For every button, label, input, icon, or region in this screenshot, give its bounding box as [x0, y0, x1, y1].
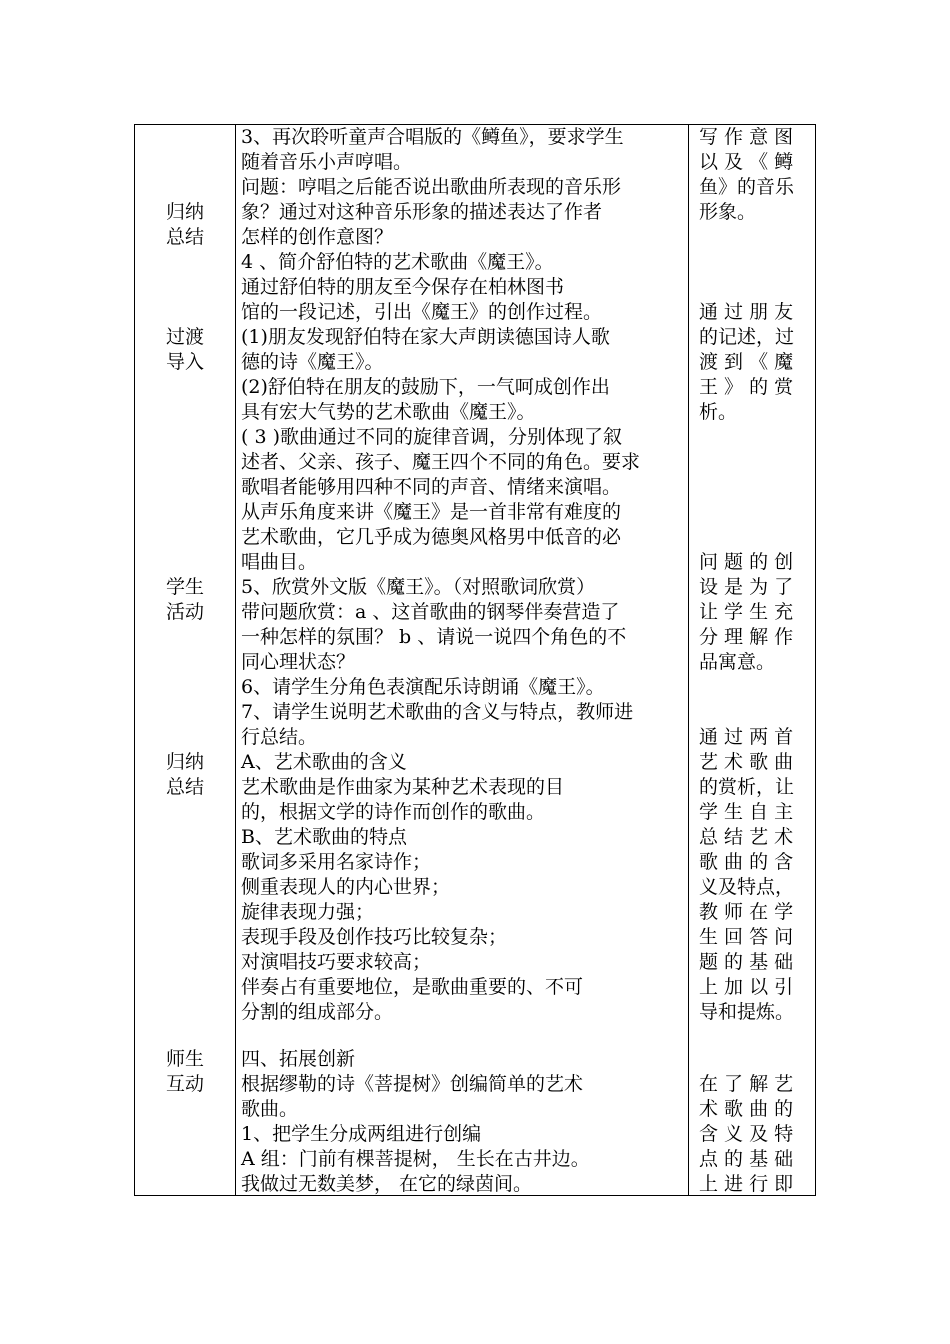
- row5-label-line1: 师生: [165, 1048, 204, 1070]
- row2-content-line2: 通过舒伯特的朋友至今保存在柏林图书: [241, 276, 565, 298]
- row3-note-line2: 设 是 为 了: [699, 576, 794, 598]
- row1-label-line1: 归纳: [165, 201, 204, 223]
- row3-label-line1: 学生: [165, 576, 204, 598]
- row4-note-line12: 导和提炼。: [699, 1001, 795, 1023]
- row4-content-line9: 对演唱技巧要求较高；: [241, 951, 432, 973]
- row4-note-line4: 学 生 自 主: [699, 801, 794, 823]
- row4-note-line3: 的赏析，让: [699, 776, 795, 798]
- row2-label-line2: 导入: [165, 351, 204, 373]
- row3-note-line5: 品寓意。: [699, 651, 776, 673]
- row3-content-line4: 同心理状态？: [241, 651, 356, 673]
- row1-note-line2: 以 及 《 鳟: [699, 151, 794, 173]
- row4-content-line1: A、艺术歌曲的含义: [241, 751, 407, 773]
- row5-content-line1: 四、拓展创新: [241, 1048, 356, 1070]
- row3-content-line6: 7、请学生说明艺术歌曲的含义与特点，教师进: [241, 701, 634, 723]
- row5-note-line2: 术 歌 曲 的: [699, 1098, 794, 1120]
- row4-note-line1: 通 过 两 首: [699, 726, 794, 748]
- row1-label-line2: 总结: [165, 226, 204, 248]
- row1-content-line1: 3、再次聆听童声合唱版的《鳟鱼》，要求学生: [241, 126, 624, 148]
- column-divider-2: [688, 125, 689, 1195]
- row5-content-line3: 歌曲。: [241, 1098, 299, 1120]
- row3-content-line2: 带问题欣赏：a 、这首歌曲的钢琴伴奏营造了: [241, 601, 620, 623]
- row3-content-line3: 一种怎样的氛围？ b 、请说一说四个角色的不: [241, 626, 627, 648]
- row5-note-line1: 在 了 解 艺: [699, 1073, 794, 1095]
- row1-content-line2: 随着音乐小声哼唱。: [241, 151, 413, 173]
- row2-content-line1: 4 、简介舒伯特的艺术歌曲《魔王》。: [241, 251, 554, 273]
- row2-note-line5: 析。: [699, 401, 738, 423]
- row2-content-line9: 述者、父亲、孩子、魔王四个不同的角色。要求: [241, 451, 641, 473]
- row4-note-line8: 教 师 在 学: [699, 901, 794, 923]
- row2-note-line2: 的记述，过: [699, 326, 795, 348]
- row2-content-line11: 从声乐角度来讲《魔王》是一首非常有难度的: [241, 501, 622, 523]
- row4-note-line7: 义及特点，: [699, 876, 795, 898]
- row5-content-line6: 我做过无数美梦， 在它的绿茵间。: [241, 1173, 533, 1195]
- row4-content-line3: 的，根据文学的诗作而创作的歌曲。: [241, 801, 546, 823]
- row5-content-line5: A 组：门前有棵菩提树， 生长在古井边。: [241, 1148, 590, 1170]
- row5-content-line2: 根据缪勒的诗《菩提树》创编简单的艺术: [241, 1073, 584, 1095]
- row1-note-line1: 写 作 意 图: [699, 126, 794, 148]
- row1-content-line4: 象？通过对这种音乐形象的描述表达了作者: [241, 201, 603, 223]
- row3-note-line1: 问 题 的 创: [699, 551, 794, 573]
- lesson-plan-table: [134, 124, 816, 1196]
- row2-content-line13: 唱曲目。: [241, 551, 318, 573]
- row4-note-line10: 题 的 基 础: [699, 951, 794, 973]
- row5-label-line2: 互动: [165, 1073, 204, 1095]
- row5-note-line5: 上 进 行 即: [699, 1173, 794, 1195]
- row3-content-line1: 5、欣赏外文版《魔王》。（对照歌词欣赏）: [241, 576, 596, 598]
- row4-note-line11: 上 加 以 引: [699, 976, 794, 998]
- row4-note-line6: 歌 曲 的 含: [699, 851, 794, 873]
- row2-note-line4: 王 》 的 赏: [699, 376, 794, 398]
- row4-content-line8: 表现手段及创作技巧比较复杂；: [241, 926, 508, 948]
- row1-content-line5: 怎样的创作意图？: [241, 226, 394, 248]
- row3-content-line5: 6、请学生分角色表演配乐诗朗诵《魔王》。: [241, 676, 605, 698]
- row5-note-line3: 含 义 及 特: [699, 1123, 794, 1145]
- row4-content-line4: B、艺术歌曲的特点: [241, 826, 407, 848]
- row4-content-line5: 歌词多采用名家诗作；: [241, 851, 432, 873]
- column-divider-1: [235, 125, 236, 1195]
- row2-content-line6: (2)舒伯特在朋友的鼓励下，一气呵成创作出: [241, 376, 610, 398]
- row4-note-line5: 总 结 艺 术: [699, 826, 794, 848]
- row4-label-line2: 总结: [165, 776, 204, 798]
- row4-content-line2: 艺术歌曲是作曲家为某种艺术表现的目: [241, 776, 565, 798]
- row4-content-line10: 伴奏占有重要地位，是歌曲重要的、不可: [241, 976, 584, 998]
- row1-note-line3: 鱼》的音乐: [699, 176, 795, 198]
- row2-note-line3: 渡 到 《 魔: [699, 351, 794, 373]
- row2-content-line8: ( 3 )歌曲通过不同的旋律音调，分别体现了叙: [241, 426, 622, 448]
- row5-content-line4: 1、把学生分成两组进行创编: [241, 1123, 482, 1145]
- row4-content-line11: 分割的组成部分。: [241, 1001, 394, 1023]
- row4-note-line9: 生 回 答 问: [699, 926, 794, 948]
- row1-note-line4: 形象。: [699, 201, 757, 223]
- row3-note-line3: 让 学 生 充: [699, 601, 794, 623]
- row3-label-line2: 活动: [165, 601, 204, 623]
- row2-content-line3: 馆的一段记述，引出《魔王》的创作过程。: [241, 301, 603, 323]
- row2-note-line1: 通 过 朋 友: [699, 301, 794, 323]
- row4-note-line2: 艺 术 歌 曲: [699, 751, 794, 773]
- row2-content-line5: 德的诗《魔王》。: [241, 351, 384, 373]
- row4-content-line7: 旋律表现力强；: [241, 901, 375, 923]
- row4-content-line6: 侧重表现人的内心世界；: [241, 876, 451, 898]
- row3-note-line4: 分 理 解 作: [699, 626, 794, 648]
- row2-content-line10: 歌唱者能够用四种不同的声音、情绪来演唱。: [241, 476, 622, 498]
- row2-label-line1: 过渡: [165, 326, 204, 348]
- row4-label-line1: 归纳: [165, 751, 204, 773]
- row2-content-line4: (1)朋友发现舒伯特在家大声朗读德国诗人歌: [241, 326, 610, 348]
- row3-content-line7: 行总结。: [241, 726, 318, 748]
- row5-note-line4: 点 的 基 础: [699, 1148, 794, 1170]
- row2-content-line12: 艺术歌曲，它几乎成为德奥风格男中低音的必: [241, 526, 622, 548]
- row2-content-line7: 具有宏大气势的艺术歌曲《魔王》。: [241, 401, 536, 423]
- row1-content-line3: 问题：哼唱之后能否说出歌曲所表现的音乐形: [241, 176, 622, 198]
